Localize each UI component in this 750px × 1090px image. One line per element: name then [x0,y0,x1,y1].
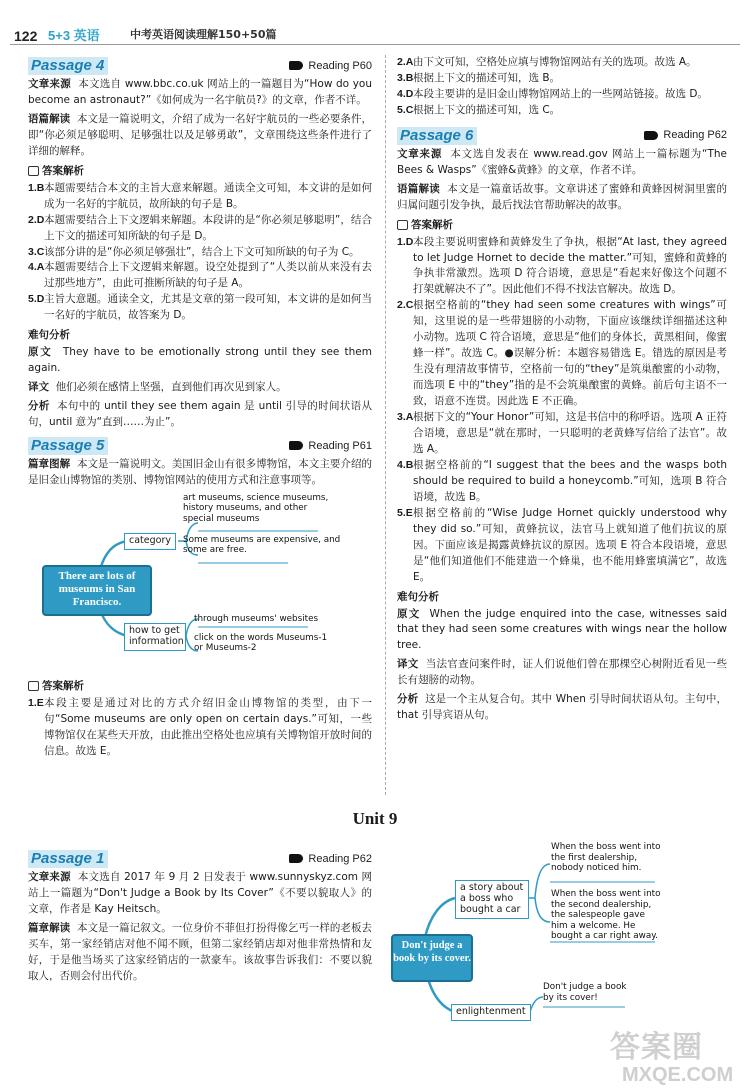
mindmap-leaf: through museums' websites [194,613,319,624]
answer-item: 3.B 根据上下文的描述可知，选 B。 [397,71,561,84]
unit-title: Unit 9 [352,809,398,828]
hard-sentence-heading: 难句分析 [397,590,439,603]
unit9-passage1 [28,848,372,988]
mindmap-leaf: art museums, science museums, history museums, and other special museums [183,492,329,525]
answer-item: 1.E 本段主要是通过对比的方式介绍旧金山博物馆的类型，由下一句“Some museums are only open on certain days.”可知，一些博物馆仅在某些天开放，由此推出空格处也应填有关博物馆开放时间的信息。故选 E。 [28,696,372,757]
right-column [397,55,727,727]
answer-item: 5.D 主旨大意题。通读全文，尤其是文章的第一段可知，本文讲的是如何当一名好的宇航员，故答案为 D。 [28,293,372,322]
answer-item: 1.D 本段主要说明蜜蜂和黄蜂发生了争执，根据“At last, they agreed to let Judge Hornet to decide the matter.”可知，蜜蜂和黄蜂的争执非常激烈。选项 D 符合语境，意思是“看起来好像这个问题不打架就解决不了”。因此他们不得不找法官解决。故选 D。 [397,235,727,296]
book-title: 中考英语阅读理解150+50篇 [130,28,277,41]
mindmap-branch-story: a story about a boss who bought a car [455,880,529,919]
pointing-hand-icon [289,61,303,70]
mindmap-leaf: When the boss went into the first dealership, nobody noticed him. [551,842,661,874]
hard-analysis: 分析 本句中的 until they see them again 是 until 引导的时间状语从句，until 意为“直到……为止”。 [28,400,372,429]
hard-original: 原文 When the judge enquired into the case, witnesses said that they had seen some creatures with wings near the hollow tree. [397,607,727,652]
left-column [28,55,372,760]
hard-original: 原文 They have to be emotionally strong until they see them again. [28,346,372,375]
header-divider [10,44,740,45]
passage4-title: Passage 4 [28,57,108,75]
passage6-source: 文章来源 本文选自发表在 www.read.gov 网站上一篇标题为“The Bees & Wasps”《蜜蜂&黄蜂》的文章，作者不详。 [397,147,727,176]
passage6-title: Passage 6 [397,127,477,145]
mindmap-core: There are lots of museums in San Francisco. [42,565,152,616]
pointing-hand-icon [289,854,303,863]
passage4-header [28,57,372,75]
mindmap-leaf: Don't judge a book by its cover! [543,982,627,1003]
answer-item: 2.D 本题需要结合上下文逻辑来解题。本段讲的是“你必须足够聪明”，结合上下文的描述可知所缺的句子是 D。 [28,213,372,242]
answer-item: 5.C 根据上下文的描述可知，选 C。 [397,103,561,116]
answer-item: 1.B 本题需要结合本文的主旨大意来解题。通读全文可知，本文讲的是如何成为一名好的宇航员，故所缺的句子是 B。 [28,181,372,210]
u9p1-header [28,850,372,868]
mindmap-leaf: click on the words Museums-1 or Museums-2 [194,632,328,654]
passage6-header [397,127,727,145]
answer-item: 3.A 根据下文的“Your Honor”可知，这是书信中的称呼语。选项 A 正符合语境，意思是“就在那时，一只聪明的老黄蜂写信给了法官”。故选 A。 [397,411,727,455]
mindmap-branch-info: how to get information [124,623,186,651]
answer-item: 2.A 由下文可知，空格处应填与博物馆网站有关的选项。故选 A。 [397,56,697,68]
mindmap-core: Don't judge a book by its cover. [391,934,473,982]
mindmap-leaf: Some museums are expensive, and some are free. [183,534,341,556]
page-number: 122 [14,28,38,44]
answer-item: 4.B 根据空格前的“I suggest that the bees and the wasps both should be required to build a honeycomb.”可知，选项 B 符合语境，故选 B。 [397,458,727,503]
u9p1-source: 文章来源 本文选自 2017 年 9 月 2 日发表于 www.sunnyskyz.com 网站上一篇题为“Don't Judge a Book by Its Cover”《不要以貌取人》的文章，作者是 Kay Heitsch。 [28,871,372,915]
u9p1-summary: 篇章解读 本文是一篇记叙文。一位身价不菲但打扮得像乞丐一样的老板去买车，第一家经销店对他不闻不顾，但第二家经销店却对他非常热情和友好，于是他当场买了这家经销店的一款豪车。该故事告诉我们：不要以貌取人，否则会付出代价。 [28,921,373,982]
lock-icon [28,681,39,691]
hard-translation: 译文 当法官查问案件时，证人们说他们曾在那棵空心树附近看见一些长有翅膀的动物。 [397,658,728,687]
mindmap-branch-enlightenment: enlightenment [451,1004,531,1021]
pointing-hand-icon [289,441,303,450]
unit9-mindmap [385,842,730,1032]
passage5-mindmap [28,493,372,673]
pointing-hand-icon [644,131,658,140]
passage5-answers-heading: 答案解析 [28,679,372,695]
hard-translation: 译文 他们必须在感情上坚强，直到他们再次见到家人。 [28,381,287,394]
passage4-summary: 语篇解读 本文是一篇说明文，介绍了成为一名好宇航员的一些必要条件，即“你必须足够聪明、足够强壮以及足够勇敢”，文章围绕这些条件进行了详细的解释。 [28,112,373,157]
u9p1-title: Passage 1 [28,850,108,868]
hard-sentence-heading: 难句分析 [28,329,70,342]
watermark-url: MXQE.COM [622,1064,734,1086]
answer-item: 4.A 本题需要结合上下文逻辑来解题。设空处提到了“人类以前从来没有去过那些地方”，由此可推断所缺的句子是 A。 [28,261,372,290]
passage6-ref: Reading P62 [644,127,727,144]
answer-item: 2.C 根据空格前的“they had seen some creatures with wings”可知，这里说的是一些带翅膀的小动物，下面应该继续详细描述这种小动物。选项 C 符合语境，意思是“他们的身体长，黄黑相间，像蜜蜂一样”。故选 C。●误解分析：本题容易错选 E。错选的原因是考生没有理清故事情节，空格前一句的“they”是筑巢酿蜜的小动物，而选项 E 中的“they”指的是不会筑巢酿蜜的黄蜂。前后句主语不一致，语意不连贯。因此选 E 不正确。 [397,299,727,408]
passage5-summary: 篇章图解 本文是一篇说明文。美国旧金山有很多博物馆，本文主要介绍的是旧金山博物馆的类别、博物馆网站的使用方式和注意事项等。 [28,458,373,486]
passage4-ref: Reading P60 [289,58,372,75]
page-header [0,0,750,46]
hard-analysis: 分析 这是一个主从复合句。其中 When 引导时间状语从句。主句中，that 引导宾语从句。 [397,693,727,722]
passage4-answers-heading: 答案解析 [28,164,372,180]
passage5-title: Passage 5 [28,437,108,455]
passage6-answers-heading: 答案解析 [397,218,727,234]
passage5-ref: Reading P61 [289,438,372,455]
lock-icon [28,166,39,176]
mindmap-branch-category: category [124,533,176,550]
mindmap-leaf: When the boss went into the second dealership, the salespeople gave him a welcome. He bought a car right away. [551,889,661,942]
answer-item: 4.D 本段主要讲的是旧金山博物馆网站上的一些网站链接。故选 D。 [397,87,708,100]
passage4-source: 文章来源 本文选自 www.bbc.co.uk 网站上的一篇题目为“How do you become an astronaut?”《如何成为一名宇航员?》的文章，作者不详。 [28,78,372,106]
answer-item: 5.E 根据空格前的“Wise Judge Hornet quickly understood why they did so.”可知，黄蜂抗议，法官马上就知道了他们抗议的原因。下面应该是揭露黄蜂抗议的原因。选项 E 符合本段语境，意思是“他们知道他们不能建造一个蜂巢，也不能用蜂蜜填满它”，故选 E。 [397,506,727,583]
lock-icon [397,220,408,230]
u9p1-ref: Reading P62 [289,851,372,868]
brand-logo: 5+3 英语 [48,28,100,43]
passage6-summary: 语篇解读 本文是一篇童话故事。文章讲述了蜜蜂和黄蜂因树洞里蜜的归属问题引发争执，最后找法官帮助解决的故事。 [397,182,727,211]
watermark-logo: 答案圈 [610,1031,703,1064]
column-divider [385,55,386,795]
answer-item: 3.C 该部分讲的是“你必须足够强壮”，结合上下文可知所缺的句子为 C。 [28,245,360,258]
passage5-header [28,437,372,455]
